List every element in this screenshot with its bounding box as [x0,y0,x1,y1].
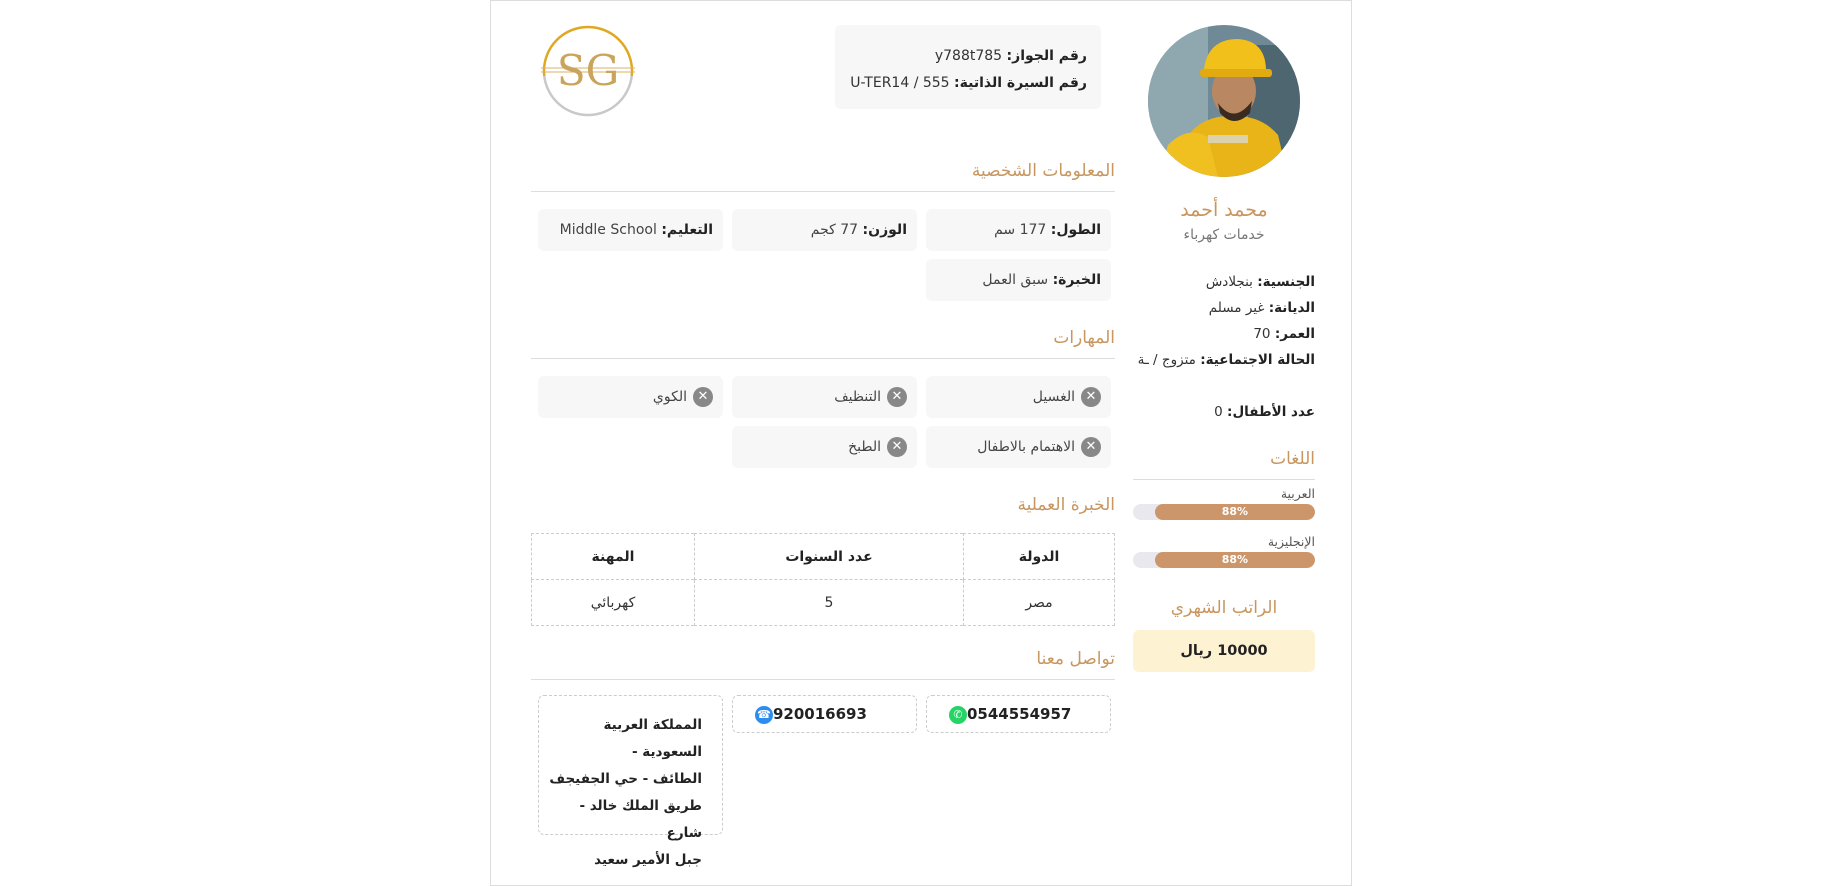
language-name: الإنجليزية [1267,534,1315,549]
skill-chip [926,376,1111,418]
cv-page [490,0,1352,886]
age-label: العمر: [1274,326,1315,342]
experience-value: سبق العمل [982,272,1049,288]
whatsapp-contact[interactable] [926,695,1111,733]
cv-number-label: رقم السيرة الذاتية: [954,75,1087,91]
work-experience-section [531,495,1115,515]
skill-label: الطبخ [848,439,881,455]
religion-label: الديانة: [1268,300,1315,316]
address-line: جبل الأمير سعيد [594,852,702,868]
contact-title: تواصل معنا [531,649,1115,680]
phone-number: 920016693 [773,705,867,723]
phone-contact[interactable] [732,695,917,733]
id-box [835,25,1101,109]
profile-role: خدمات كهرباء [1183,227,1265,243]
children-value: 0 [1214,404,1223,420]
close-circle-icon[interactable]: ✕ [693,387,713,407]
table-header-row [532,534,1115,580]
language-bar-fill: 88% [1155,504,1315,520]
height-label: الطول: [1050,222,1101,238]
close-circle-icon[interactable]: ✕ [887,437,907,457]
marital-value: متزوج / ـة [1137,352,1196,368]
children-label: عدد الأطفال: [1227,404,1315,420]
whatsapp-number: 0544554957 [967,705,1072,723]
address-box [538,695,723,868]
language-bar [1133,552,1315,568]
nationality-value: بنجلادش [1205,274,1253,290]
address-line: الطائف - حي الجفيجف [549,771,702,787]
nationality-label: الجنسية: [1257,274,1315,290]
experience-card [926,259,1111,301]
weight-card [732,209,917,251]
marital-label: الحالة الاجتماعية: [1200,352,1315,368]
skill-label: الكوي [652,389,687,405]
salary-title: الراتب الشهري [1170,598,1278,618]
work-experience-title: الخبرة العملية [1017,495,1115,515]
skill-label: الغسيل [1032,389,1075,405]
language-bar-fill: 88% [1155,552,1315,568]
skill-chip [732,426,917,468]
religion-value: غير مسلم [1208,300,1265,316]
table-header: عدد السنوات [695,534,964,580]
table-cell: مصر [964,580,1115,626]
skill-chip [926,426,1111,468]
weight-value: 77 كجم [810,222,859,238]
close-circle-icon[interactable]: ✕ [1081,437,1101,457]
passport-value: y788t785 [934,48,1003,64]
language-name: العربية [1280,486,1315,501]
profile-name: محمد أحمد [1180,199,1268,221]
phone-icon: ☎ [755,706,773,724]
skill-label: الاهتمام بالاطفال [977,439,1075,455]
skill-label: التنظيف [834,389,881,405]
profile-sidebar [1133,25,1315,672]
education-value: Middle School [559,222,657,238]
education-card [538,209,723,251]
age-value: 70 [1253,326,1271,342]
language-bar [1133,504,1315,520]
passport-label: رقم الجواز: [1006,48,1087,64]
logo-text: SG [556,46,620,95]
table-header: الدولة [964,534,1115,580]
address-line: المملكة العربية السعودية - [603,717,702,760]
address-line: طريق الملك خالد - شارع [579,798,702,841]
table-cell: كهربائي [532,580,695,626]
skills-section [531,328,1115,359]
salary-value: 10000 ريال [1133,630,1315,672]
company-logo [539,25,637,117]
close-circle-icon[interactable]: ✕ [1081,387,1101,407]
contact-section [531,649,1115,680]
cv-number-value: U-TER14 / 555 [850,75,950,91]
table-row [532,580,1115,626]
work-experience-table [531,533,1115,626]
profile-photo [1148,25,1300,177]
languages-title: اللغات [1133,449,1315,480]
experience-label: الخبرة: [1052,272,1101,288]
height-card [926,209,1111,251]
height-value: 177 سم [994,222,1047,238]
table-header: المهنة [532,534,695,580]
personal-title: المعلومات الشخصية [531,161,1115,192]
skills-title: المهارات [531,328,1115,359]
education-label: التعليم: [661,222,713,238]
skill-chip [538,376,723,418]
table-cell: 5 [695,580,964,626]
personal-section [531,161,1115,192]
close-circle-icon[interactable]: ✕ [887,387,907,407]
whatsapp-icon: ✆ [949,706,967,724]
skill-chip [732,376,917,418]
weight-label: الوزن: [862,222,907,238]
profile-facts [1133,269,1315,425]
